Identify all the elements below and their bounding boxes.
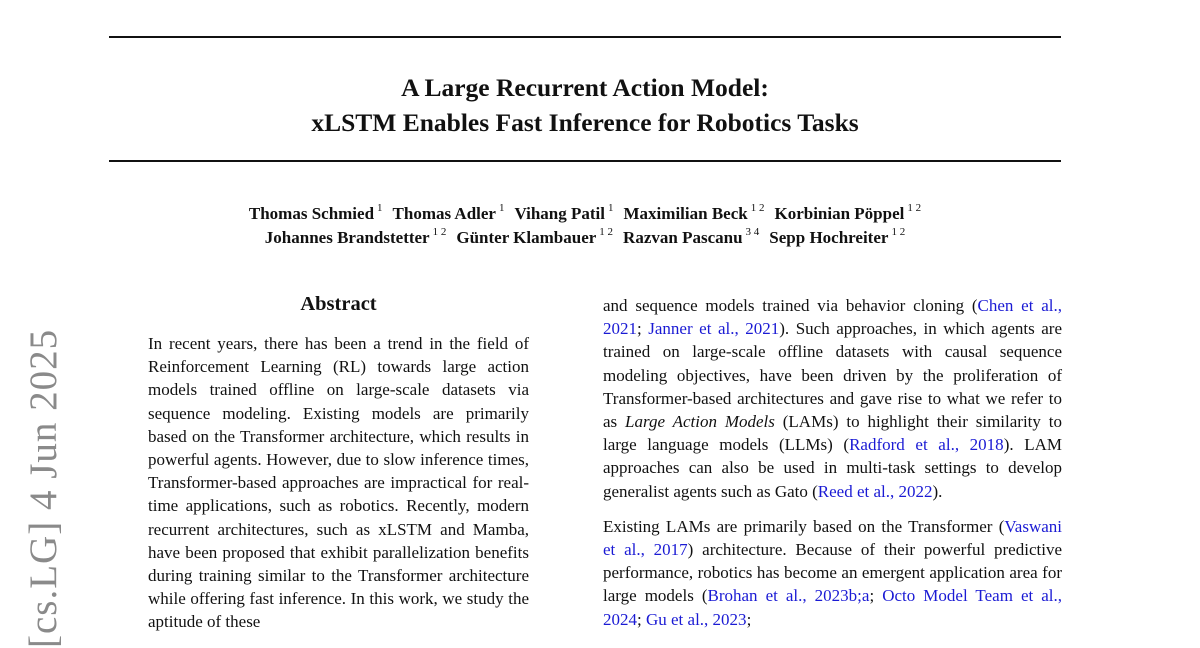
emphasis-text: Large Action Models: [625, 412, 775, 432]
citation-link[interactable]: Chen et al., 2021: [603, 296, 1062, 339]
citation-link[interactable]: Radford et al., 2018: [849, 435, 1004, 455]
affiliation-marker: 1: [498, 202, 505, 215]
arxiv-stamp: [cs.LG] 4 Jun 2025: [22, 328, 65, 648]
author-name-text: Thomas Adler: [392, 204, 496, 223]
author-name-text: Günter Klambauer: [456, 228, 597, 247]
abstract-column: [148, 290, 529, 634]
author-name: [393, 204, 505, 223]
affiliation-marker: 1: [608, 202, 614, 215]
paragraph-text: ;: [637, 609, 646, 629]
citation-link[interactable]: Vaswani et al., 2017: [603, 516, 1062, 560]
paragraph-text: ;: [637, 319, 649, 339]
author-name-text: Korbinian Pöppel: [774, 204, 905, 223]
paper-title: [109, 70, 1061, 140]
author-name-text: Maximilian Beck: [623, 204, 748, 223]
paragraph-text: ) architecture. Because of their powerful predictive performance, robotics has become an emergent application area for large models (: [603, 540, 1062, 606]
affiliation-marker: 1 2: [750, 202, 765, 215]
intro-column: [603, 294, 1062, 643]
intro-paragraph-2: [603, 515, 1062, 631]
title-line-2: xLSTM Enables Fast Inference for Robotics Tasks: [311, 108, 859, 137]
paragraph-text: ;: [869, 586, 883, 606]
intro-paragraph-1: [603, 294, 1062, 503]
author-name: [514, 204, 613, 223]
title-rule-top: [109, 36, 1061, 38]
affiliation-marker: 1 2: [432, 226, 447, 239]
paragraph-text: and sequence models trained via behavior cloning (: [603, 296, 978, 315]
author-name-text: Johannes Brandstetter: [264, 228, 430, 247]
author-name-text: Razvan Pascanu: [623, 228, 743, 247]
author-name: [623, 228, 759, 247]
abstract-text: In recent years, there has been a trend in the field of Reinforcement Learning (RL) towards large action models trained offline on large-scale datasets via sequence modeling. Existing models are primarily based on the Transformer architecture, which results in powerful agents. However, due to slow inference times, Transformer-based approaches are impractical for real-time applications, such as robotics. Recently, modern recurrent architectures, such as xLSTM and Mamba, have been proposed that exhibit parallelization benefits during training similar to the Transformer architecture while offering fast inference. In this work, we study the aptitude of these: [148, 334, 529, 632]
title-line-1: A Large Recurrent Action Model:: [401, 73, 769, 102]
author-name: [249, 204, 383, 223]
author-name: [265, 228, 447, 247]
abstract-heading: Abstract: [300, 293, 377, 315]
author-line-1: [100, 202, 1070, 226]
affiliation-marker: 1 2: [599, 226, 614, 239]
paragraph-text: Existing LAMs are primarily based on the Transformer (: [603, 516, 1005, 536]
author-name: [456, 228, 613, 247]
affiliation-marker: 1 2: [907, 202, 922, 215]
citation-link[interactable]: Janner et al., 2021: [648, 319, 780, 339]
author-name-text: Thomas Schmied: [248, 204, 375, 223]
affiliation-marker: 1 2: [891, 226, 906, 239]
paragraph-text: ). LAM approaches can also be used in multi-task settings to develop generalist agents such as Gato (: [603, 435, 1062, 501]
paragraph-text: ). Such approaches, in which agents are trained on large-scale offline datasets with causal sequence modeling objectives, have been driven by the proliferation of Transformer-based architectures and gave rise to what we refer to as: [603, 319, 1063, 432]
author-name: [774, 204, 921, 223]
author-line-2: [100, 226, 1070, 250]
affiliation-marker: 1: [377, 202, 383, 215]
affiliation-marker: 3 4: [745, 226, 760, 239]
paragraph-text: ).: [932, 481, 943, 501]
author-name-text: Vihang Patil: [514, 204, 606, 223]
author-name-text: Sepp Hochreiter: [769, 228, 889, 247]
citation-link[interactable]: Reed et al., 2022: [817, 481, 933, 501]
paragraph-text: ;: [746, 609, 752, 629]
citation-link[interactable]: Octo Model Team et al., 2024: [603, 586, 1063, 629]
author-name: [769, 228, 905, 247]
paragraph-text: (LAMs) to highlight their similarity to large language models (LLMs) (: [603, 412, 1062, 455]
author-block: [100, 202, 1070, 250]
citation-link[interactable]: Brohan et al., 2023b;a: [707, 586, 870, 606]
citation-link[interactable]: Gu et al., 2023: [645, 609, 747, 629]
author-name: [624, 204, 765, 223]
title-rule-bottom: [109, 160, 1061, 162]
